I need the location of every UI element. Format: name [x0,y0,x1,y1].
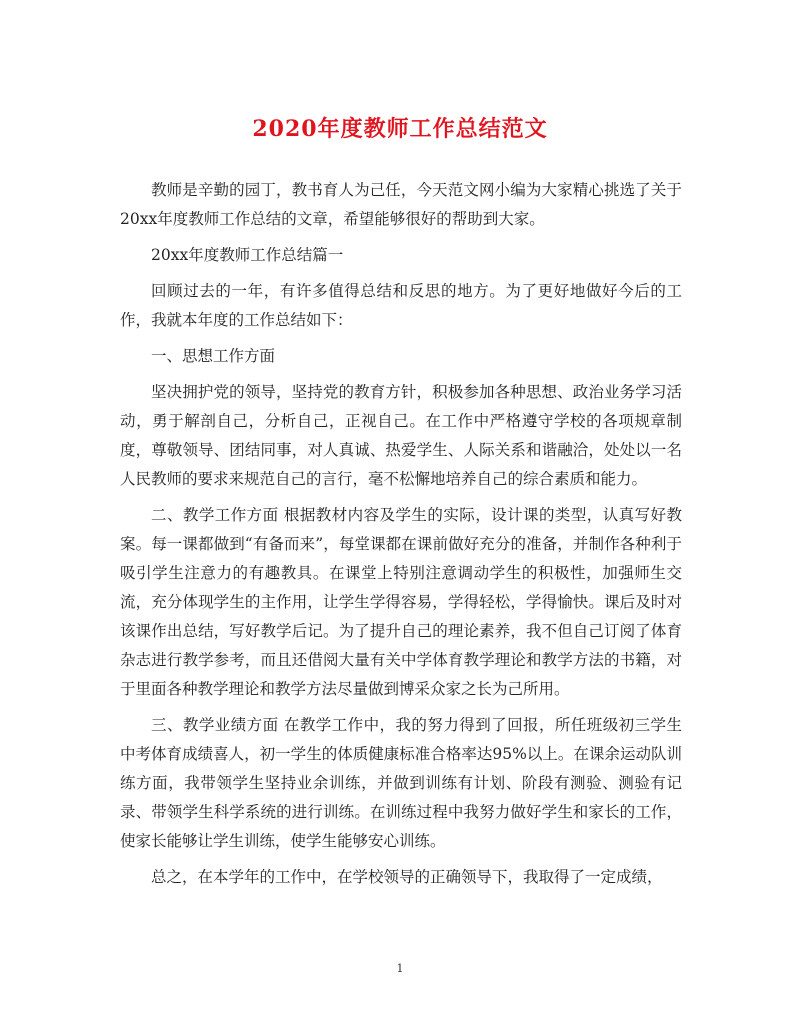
paragraph-ideology: 坚决拥护党的领导，坚持党的教育方针，积极参加各种思想、政治业务学习活动，勇于解剖自己，分析自己，正视自己。在工作中严格遵守学校的各项规章制度，尊敬领导、团结同事，对人真诚、热爱学生、人际关系和谐融洽，处处以一名人民教师的要求来规范自己的言行，毫不松懈地培养自己的综合素质和能力。 [120,383,682,488]
paragraph-teaching: 二、教学工作方面 根据教材内容及学生的实际，设计课的类型，认真写好教案。每一课都做到“有备而来”，每堂课都在课前做好充分的准备，并制作各种利于吸引学生注意力的有趣教具。在课堂上特别注意调动学生的积极性，加强师生交流，充分体现学生的主作用，让学生学得容易，学得轻松，学得愉快。课后及时对该课作出总结，写好教学后记。为了提升自己的理论素养，我不但自己订阅了体育杂志进行教学参考，而且还借阅大量有关中学体育教学理论和教学方法的书籍，对于里面各种教学理论和教学方法尽量做到博采众家之长为己所用。 [120,506,682,698]
document-title: 2020年度教师工作总结范文 [252,116,548,142]
paragraph-review: 回顾过去的一年，有许多值得总结和反思的地方。为了更好地做好今后的工作，我就本年度的工作总结如下： [120,282,682,329]
paragraph-section-heading: 20xx年度教师工作总结篇一 [151,246,344,264]
paragraph-heading-ideology: 一、思想工作方面 [151,347,276,365]
paragraph-intro: 教师是辛勤的园丁，教书育人为己任，今天范文网小编为大家精心挑选了关于20xx年度教师工作总结的文章，希望能够很好的帮助到大家。 [120,181,682,228]
page-number: 1 [396,962,404,975]
paragraph-performance: 三、教学业绩方面 在教学工作中，我的努力得到了回报，所任班级初三学生中考体育成绩喜人，初一学生的体质健康标准合格率达95%以上。在课余运动队训练方面，我带领学生坚持业余训练，并做到训练有计划、阶段有测验、测验有记录、带领学生科学系统的进行训练。在训练过程中我努力做好学生和家长的工作，使家长能够让学生训练，使学生能够安心训练。 [120,716,682,850]
paragraph-conclusion: 总之，在本学年的工作中，在学校领导的正确领导下，我取得了一定成绩， [151,868,663,886]
document-body [120,176,682,899]
